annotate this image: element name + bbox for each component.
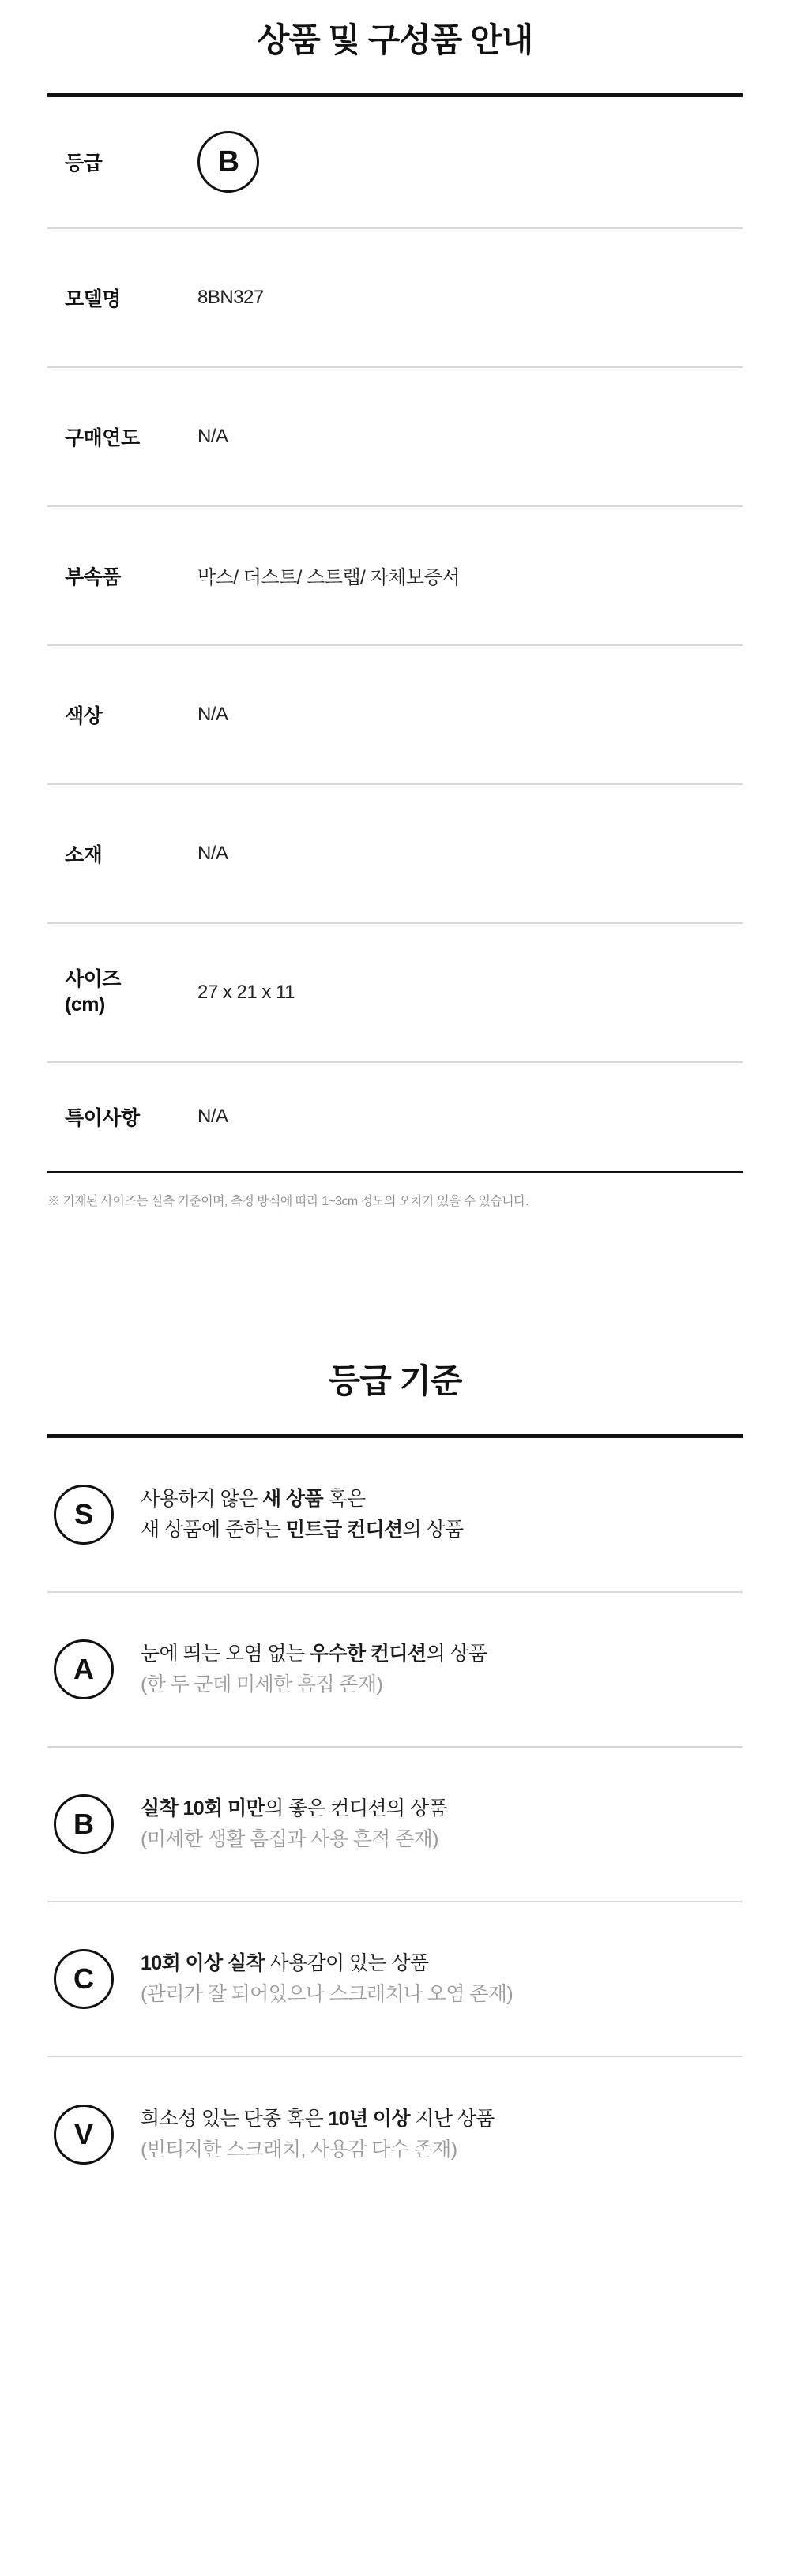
spec-label-remarks: 특이사항: [65, 1107, 140, 1130]
grade-circle-b: B: [54, 1794, 114, 1854]
list-item: [47, 1748, 743, 1902]
grade-guide-section: [0, 1355, 790, 2212]
text-plain: 눈에 띄는 오염 없는: [141, 1643, 310, 1665]
grade-description-b: [141, 1793, 447, 1855]
grade-desc-line1: [141, 1639, 487, 1669]
size-disclaimer-note: ※ 기재된 사이즈는 실측 기준이며, 측정 방식에 따라 1~3cm 정도의 오차가 있을 수 있습니다.: [47, 1195, 529, 1208]
text-plain: 희소성 있는 단종 혹은: [141, 2108, 329, 2131]
spec-value-color: N/A: [198, 703, 228, 725]
spec-label-color: 색상: [65, 704, 103, 727]
list-item: [47, 2057, 743, 2212]
grade-description-v: [141, 2104, 495, 2165]
product-spec-table: [47, 93, 743, 1173]
spec-label-size-line1: 사이즈: [65, 968, 121, 991]
table-row: [47, 784, 743, 923]
text-bold: 민트급 컨디션: [285, 1519, 403, 1541]
spec-value-remarks: N/A: [198, 1106, 228, 1128]
text-bold: 10회 이상 실착: [141, 1952, 265, 1975]
grade-desc-line1: [141, 1948, 513, 1979]
grade-desc-sub: (한 두 군데 미세한 흠집 존재): [141, 1673, 383, 1695]
page-title: 상품 및 구성품 안내: [257, 21, 533, 58]
text-plain: 새 상품에 준하는: [141, 1519, 286, 1541]
list-item: [47, 1902, 743, 2057]
spec-value-material: N/A: [198, 842, 228, 864]
spec-label-accessories: 부속품: [65, 565, 121, 588]
product-info-section: [0, 0, 790, 1209]
text-bold: 실착 10회 미만: [141, 1797, 265, 1820]
grade-description-s: [141, 1484, 464, 1545]
grade-circle-s: S: [54, 1485, 114, 1545]
table-row: [47, 506, 743, 645]
text-plain: 사용하지 않은: [141, 1488, 262, 1511]
text-plain: 의 상품: [402, 1519, 464, 1541]
spec-value-model: 8BN327: [198, 286, 264, 308]
grade-desc-sub: (미세한 생활 흠집과 사용 흔적 존재): [141, 1828, 438, 1850]
grade-circle-v: V: [54, 2105, 114, 2165]
spec-value-size: 27 x 21 x 11: [198, 981, 295, 1003]
grade-description-a: [141, 1639, 487, 1700]
spec-label-size-line2: (cm): [65, 993, 105, 1016]
section-spacer: [0, 1209, 790, 1355]
text-plain: 혹은: [323, 1488, 366, 1511]
text-bold: 10년 이상: [328, 2108, 410, 2131]
text-bold: 우수한 컨디션: [309, 1643, 427, 1665]
grade-desc-sub: (관리가 잘 되어있으나 스크래치나 오염 존재): [141, 1983, 514, 2005]
list-item: [47, 1438, 743, 1593]
grade-circle-a: A: [54, 1639, 114, 1699]
spec-label-grade: 등급: [65, 152, 103, 175]
text-plain: 지난 상품: [409, 2108, 495, 2131]
grade-circle-c: C: [54, 1949, 114, 2009]
table-row: [47, 923, 743, 1062]
grade-desc-sub: (빈티지한 스크래치, 사용감 다수 존재): [141, 2139, 457, 2161]
table-row: [47, 645, 743, 784]
grade-badge: B: [198, 131, 259, 193]
spec-value-grade: [198, 96, 743, 228]
spec-label-purchase-year: 구매연도: [65, 426, 140, 449]
grade-desc-line1: [141, 2104, 495, 2135]
text-plain: 사용감이 있는 상품: [265, 1952, 429, 1975]
grade-desc-line2: [141, 1515, 464, 1545]
spec-value-accessories: 박스/ 더스트/ 스트랩/ 자체보증서: [198, 567, 460, 588]
grade-criteria-list: [47, 1434, 743, 2212]
grade-guide-title: 등급 기준: [328, 1362, 462, 1399]
text-plain: 의 상품: [426, 1643, 487, 1665]
grade-description-c: [141, 1948, 513, 2010]
table-row: [47, 367, 743, 506]
grade-desc-line1: [141, 1484, 464, 1515]
list-item: [47, 1593, 743, 1748]
spec-label-size: [47, 923, 198, 1062]
spec-value-purchase-year: N/A: [198, 425, 228, 447]
table-row: [47, 1062, 743, 1173]
text-plain: 의 좋은 컨디션의 상품: [265, 1797, 448, 1820]
table-row: [47, 228, 743, 367]
grade-desc-line1: [141, 1793, 447, 1824]
spec-label-model: 모델명: [65, 287, 121, 310]
spec-label-material: 소재: [65, 843, 103, 866]
text-bold: 새 상품: [262, 1488, 323, 1511]
table-row: [47, 96, 743, 228]
